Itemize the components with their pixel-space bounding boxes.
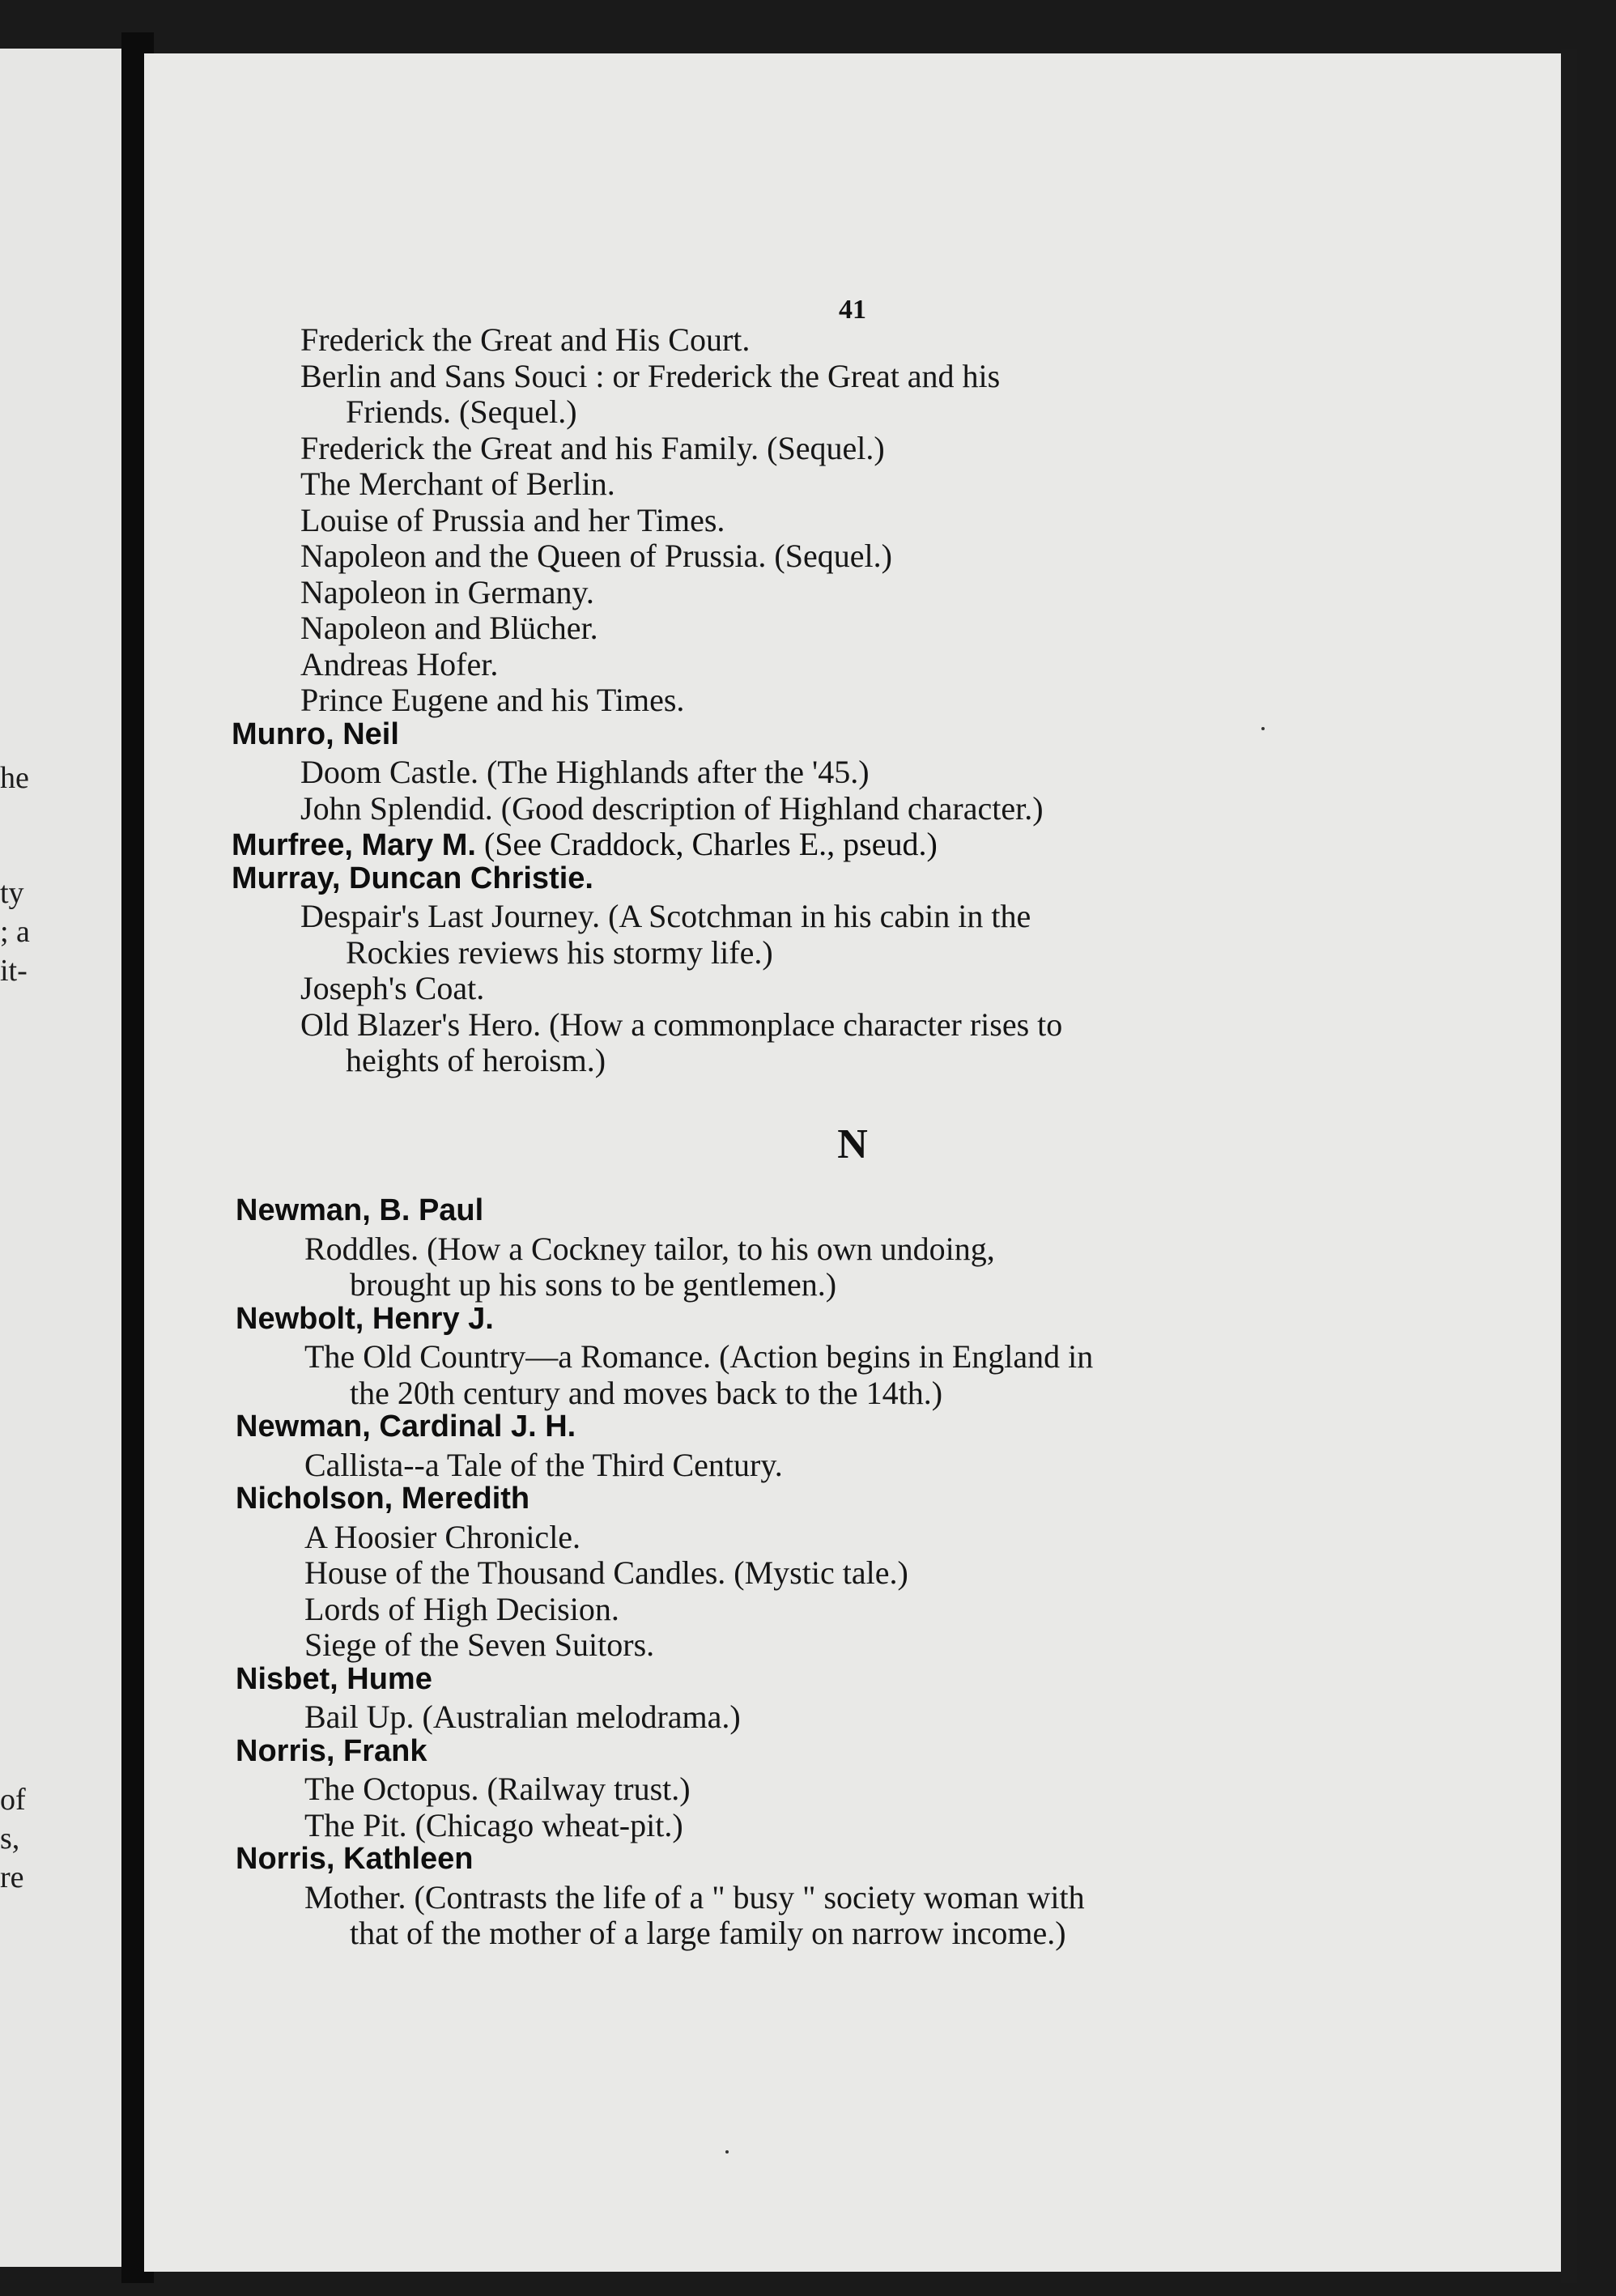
author-name: Nisbet, Hume: [236, 1661, 432, 1696]
author-note: (See Craddock, Charles E., pseud.): [475, 826, 938, 862]
left-page-fragment: he: [0, 761, 29, 795]
title-continuation: heights of heroism.): [346, 1042, 606, 1078]
book-title: Berlin and Sans Souci : or Frederick the Great and his: [300, 357, 1001, 394]
author-name: Nicholson, Meredith: [236, 1482, 530, 1516]
page-number: 41: [839, 295, 866, 325]
book-title: The Octopus. (Railway trust.): [304, 1771, 691, 1807]
book-title: Despair's Last Journey. (A Scotchman in his cabin in the: [300, 898, 1031, 934]
book-title: Joseph's Coat.: [300, 970, 485, 1006]
author-name: Newbolt, Henry J.: [236, 1301, 494, 1336]
title-continuation: brought up his sons to be gentlemen.): [350, 1266, 837, 1303]
title-continuation: the 20th century and moves back to the 14th.): [350, 1374, 943, 1411]
book-title: Callista--a Tale of the Third Century.: [304, 1446, 783, 1483]
author-name: Murfree, Mary M. (See Craddock, Charles E., pseud.): [232, 826, 938, 862]
left-page-fragment: it-: [0, 954, 28, 988]
book-title: House of the Thousand Candles. (Mystic tale.): [304, 1554, 908, 1591]
book-title: The Pit. (Chicago wheat-pit.): [304, 1806, 683, 1843]
author-name: Norris, Kathleen: [236, 1842, 474, 1876]
author-name: Munro, Neil: [232, 716, 399, 751]
page-edge: [1561, 49, 1577, 2283]
title-continuation: Friends. (Sequel.): [346, 393, 577, 430]
section-letter: N: [837, 1121, 868, 1167]
title-continuation: that of the mother of a large family on narrow income.): [350, 1915, 1066, 1951]
book-title: Roddles. (How a Cockney tailor, to his own undoing,: [304, 1230, 995, 1267]
book-title: Louise of Prussia and her Times.: [300, 501, 725, 538]
book-title: Lords of High Decision.: [304, 1590, 619, 1627]
author-name: Norris, Frank: [236, 1733, 427, 1768]
book-title: Siege of the Seven Suitors.: [304, 1626, 655, 1663]
book-title: Frederick the Great and His Court.: [300, 321, 751, 358]
book-title: Napoleon and Blücher.: [300, 610, 598, 646]
left-page-fragment: ty: [0, 876, 24, 910]
book-title: A Hoosier Chronicle.: [304, 1518, 581, 1555]
author-name: Newman, Cardinal J. H.: [236, 1409, 576, 1444]
left-page-fragment: s,: [0, 1822, 20, 1856]
author-name: Murray, Duncan Christie.: [232, 861, 593, 895]
book-title: The Merchant of Berlin.: [300, 466, 615, 502]
book-title: Bail Up. (Australian melodrama.): [304, 1699, 741, 1735]
left-page-fragment: of: [0, 1783, 26, 1817]
book-title: Napoleon and the Queen of Prussia. (Sequel.): [300, 538, 892, 574]
scan-speck: [725, 2150, 729, 2154]
book-title: Napoleon in Germany.: [300, 573, 594, 610]
book-title: Andreas Hofer.: [300, 645, 499, 682]
author-name: Newman, B. Paul: [236, 1193, 484, 1227]
scan-speck: [1261, 727, 1265, 730]
main-page: [144, 53, 1561, 2272]
book-title: John Splendid. (Good description of Highland character.): [300, 789, 1044, 827]
left-facing-page: [0, 49, 121, 2267]
book-title: The Old Country—a Romance. (Action begins in England in: [304, 1338, 1094, 1375]
book-title: Mother. (Contrasts the life of a " busy " society woman with: [304, 1878, 1085, 1915]
book-title: Prince Eugene and his Times.: [300, 682, 685, 718]
book-title: Frederick the Great and his Family. (Sequel.): [300, 429, 885, 466]
left-page-fragment: re: [0, 1860, 24, 1894]
title-continuation: Rockies reviews his stormy life.): [346, 933, 773, 971]
left-page-fragment: ; a: [0, 915, 30, 949]
book-title: Old Blazer's Hero. (How a commonplace character rises to: [300, 1006, 1063, 1043]
book-title: Doom Castle. (The Highlands after the '45.): [300, 754, 870, 790]
